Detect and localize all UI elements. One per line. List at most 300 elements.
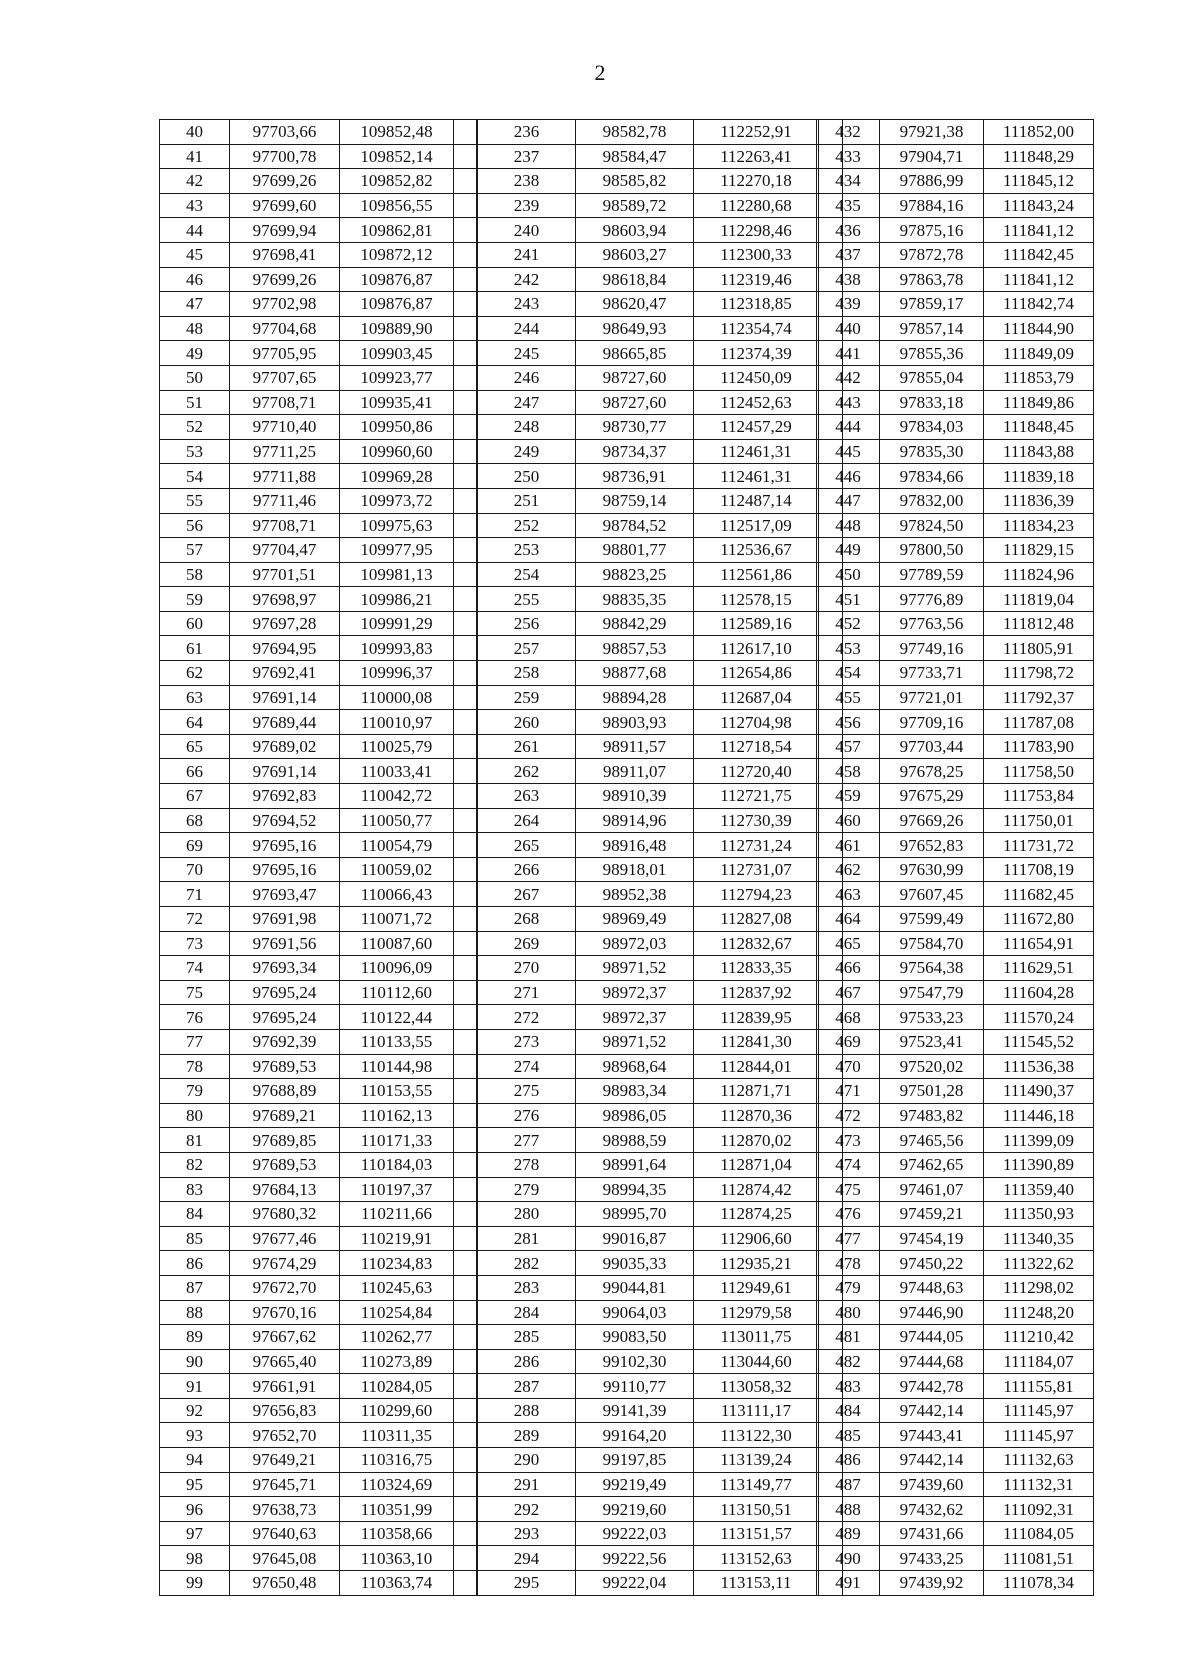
y-coordinate-cell: 112270,18 [694,169,819,194]
x-coordinate-cell: 97446,90 [880,1300,984,1325]
point-number-cell: 464 [817,907,880,932]
point-number-cell: 293 [478,1521,576,1546]
x-coordinate-cell: 97711,25 [230,439,340,464]
point-number-cell: 266 [478,857,576,882]
point-number-cell: 472 [817,1103,880,1128]
point-number-cell: 240 [478,218,576,243]
point-number-cell: 450 [817,562,880,587]
table-row [478,316,843,341]
point-number-cell: 294 [478,1546,576,1571]
table-row [478,611,843,636]
point-number-cell: 439 [817,292,880,317]
y-coordinate-cell: 112687,04 [694,685,819,710]
y-coordinate-cell: 111731,72 [984,833,1094,858]
table-row [160,587,477,612]
y-coordinate-cell: 109981,13 [340,562,454,587]
point-number-cell: 443 [817,390,880,415]
point-number-cell: 76 [160,1005,230,1030]
x-coordinate-cell: 98894,28 [576,685,694,710]
table-row [160,390,477,415]
x-coordinate-cell: 97689,53 [230,1152,340,1177]
y-coordinate-cell: 110299,60 [340,1398,454,1423]
x-coordinate-cell: 97439,92 [880,1571,984,1596]
point-number-cell: 271 [478,980,576,1005]
spacer-cell [454,1054,477,1079]
x-coordinate-cell: 98877,68 [576,661,694,686]
point-number-cell: 69 [160,833,230,858]
point-number-cell: 292 [478,1497,576,1522]
point-number-cell: 256 [478,611,576,636]
table-row [160,1177,477,1202]
x-coordinate-cell: 98823,25 [576,562,694,587]
table-row [478,661,843,686]
point-number-cell: 288 [478,1398,576,1423]
point-number-cell: 268 [478,907,576,932]
x-coordinate-cell: 97859,17 [880,292,984,317]
x-coordinate-cell: 97749,16 [880,636,984,661]
x-coordinate-cell: 97533,23 [880,1005,984,1030]
table-row [478,242,843,267]
y-coordinate-cell: 110262,77 [340,1325,454,1350]
y-coordinate-cell: 110050,77 [340,808,454,833]
point-number-cell: 70 [160,857,230,882]
point-number-cell: 243 [478,292,576,317]
y-coordinate-cell: 112536,67 [694,538,819,563]
table-row [817,1423,1094,1448]
y-coordinate-cell: 109960,60 [340,439,454,464]
x-coordinate-cell: 97689,44 [230,710,340,735]
point-number-cell: 264 [478,808,576,833]
point-number-cell: 94 [160,1448,230,1473]
table-row [817,1300,1094,1325]
x-coordinate-cell: 97454,19 [880,1226,984,1251]
x-coordinate-cell: 97501,28 [880,1079,984,1104]
y-coordinate-cell: 111570,24 [984,1005,1094,1030]
point-number-cell: 468 [817,1005,880,1030]
spacer-cell [454,734,477,759]
x-coordinate-cell: 97656,83 [230,1398,340,1423]
y-coordinate-cell: 111545,52 [984,1029,1094,1054]
y-coordinate-cell: 112450,09 [694,365,819,390]
table-row [160,1029,477,1054]
table-row [817,1177,1094,1202]
x-coordinate-cell: 97855,36 [880,341,984,366]
y-coordinate-cell: 111210,42 [984,1325,1094,1350]
table-row [817,1472,1094,1497]
point-number-cell: 77 [160,1029,230,1054]
table-row [160,1521,477,1546]
x-coordinate-cell: 97442,78 [880,1374,984,1399]
x-coordinate-cell: 97672,70 [230,1275,340,1300]
point-number-cell: 53 [160,439,230,464]
table-row [160,882,477,907]
y-coordinate-cell: 109872,12 [340,242,454,267]
point-number-cell: 437 [817,242,880,267]
x-coordinate-cell: 97699,60 [230,193,340,218]
x-coordinate-cell: 99219,60 [576,1497,694,1522]
table-row [478,1300,843,1325]
y-coordinate-cell: 111842,74 [984,292,1094,317]
y-coordinate-cell: 111853,79 [984,365,1094,390]
table-row [478,169,843,194]
table-row [160,907,477,932]
point-number-cell: 452 [817,611,880,636]
point-number-cell: 467 [817,980,880,1005]
table-row [160,1300,477,1325]
table-row [160,833,477,858]
x-coordinate-cell: 97695,16 [230,857,340,882]
spacer-cell [454,193,477,218]
spacer-cell [454,1349,477,1374]
y-coordinate-cell: 111798,72 [984,661,1094,686]
table-row [160,242,477,267]
point-number-cell: 242 [478,267,576,292]
table-row [478,1029,843,1054]
point-number-cell: 284 [478,1300,576,1325]
spacer-cell [454,1300,477,1325]
y-coordinate-cell: 112704,98 [694,710,819,735]
x-coordinate-cell: 97689,02 [230,734,340,759]
point-number-cell: 66 [160,759,230,784]
x-coordinate-cell: 97431,66 [880,1521,984,1546]
spacer-cell [454,759,477,784]
spacer-cell [454,1079,477,1104]
table-row [817,1521,1094,1546]
y-coordinate-cell: 112844,01 [694,1054,819,1079]
x-coordinate-cell: 99110,77 [576,1374,694,1399]
y-coordinate-cell: 113122,30 [694,1423,819,1448]
y-coordinate-cell: 111783,90 [984,734,1094,759]
spacer-cell [454,808,477,833]
point-number-cell: 73 [160,931,230,956]
x-coordinate-cell: 97699,94 [230,218,340,243]
x-coordinate-cell: 97652,83 [880,833,984,858]
point-number-cell: 247 [478,390,576,415]
x-coordinate-cell: 97733,71 [880,661,984,686]
coordinate-table-block-2 [477,119,843,1596]
x-coordinate-cell: 97680,32 [230,1202,340,1227]
spacer-cell [454,144,477,169]
table-row [160,661,477,686]
table-row [478,1448,843,1473]
x-coordinate-cell: 97875,16 [880,218,984,243]
table-row [478,292,843,317]
x-coordinate-cell: 97709,16 [880,710,984,735]
spacer-cell [454,390,477,415]
y-coordinate-cell: 110144,98 [340,1054,454,1079]
point-number-cell: 280 [478,1202,576,1227]
y-coordinate-cell: 111350,93 [984,1202,1094,1227]
y-coordinate-cell: 110273,89 [340,1349,454,1374]
spacer-cell [454,1448,477,1473]
table-row [478,1005,843,1030]
point-number-cell: 51 [160,390,230,415]
x-coordinate-cell: 97711,46 [230,488,340,513]
point-number-cell: 291 [478,1472,576,1497]
point-number-cell: 272 [478,1005,576,1030]
x-coordinate-cell: 98759,14 [576,488,694,513]
y-coordinate-cell: 110351,99 [340,1497,454,1522]
y-coordinate-cell: 112457,29 [694,415,819,440]
table-row [160,808,477,833]
x-coordinate-cell: 97649,21 [230,1448,340,1473]
x-coordinate-cell: 97694,95 [230,636,340,661]
x-coordinate-cell: 97461,07 [880,1177,984,1202]
point-number-cell: 461 [817,833,880,858]
x-coordinate-cell: 97701,51 [230,562,340,587]
table-row [478,882,843,907]
x-coordinate-cell: 97675,29 [880,784,984,809]
y-coordinate-cell: 112578,15 [694,587,819,612]
y-coordinate-cell: 110071,72 [340,907,454,932]
table-row [817,562,1094,587]
table-row [478,267,843,292]
x-coordinate-cell: 97835,30 [880,439,984,464]
table-row [817,587,1094,612]
point-number-cell: 46 [160,267,230,292]
table-row [817,661,1094,686]
point-number-cell: 270 [478,956,576,981]
table-row [478,1374,843,1399]
x-coordinate-cell: 97700,78 [230,144,340,169]
table-row [478,907,843,932]
point-number-cell: 259 [478,685,576,710]
x-coordinate-cell: 97564,38 [880,956,984,981]
table-row [478,538,843,563]
table-row [478,1275,843,1300]
y-coordinate-cell: 110197,37 [340,1177,454,1202]
y-coordinate-cell: 111839,18 [984,464,1094,489]
y-coordinate-cell: 111132,63 [984,1448,1094,1473]
y-coordinate-cell: 112589,16 [694,611,819,636]
x-coordinate-cell: 97697,28 [230,611,340,636]
coordinate-table-block-1 [159,119,477,1596]
y-coordinate-cell: 112730,39 [694,808,819,833]
x-coordinate-cell: 98603,27 [576,242,694,267]
x-coordinate-cell: 98916,48 [576,833,694,858]
x-coordinate-cell: 97677,46 [230,1226,340,1251]
table-row [817,833,1094,858]
point-number-cell: 478 [817,1251,880,1276]
x-coordinate-cell: 97708,71 [230,513,340,538]
table-row [478,710,843,735]
table-row [817,242,1094,267]
x-coordinate-cell: 98969,49 [576,907,694,932]
point-number-cell: 453 [817,636,880,661]
spacer-cell [454,316,477,341]
point-number-cell: 488 [817,1497,880,1522]
x-coordinate-cell: 97444,05 [880,1325,984,1350]
x-coordinate-cell: 97689,21 [230,1103,340,1128]
point-number-cell: 446 [817,464,880,489]
x-coordinate-cell: 97443,41 [880,1423,984,1448]
spacer-cell [454,661,477,686]
point-number-cell: 253 [478,538,576,563]
x-coordinate-cell: 97721,01 [880,685,984,710]
point-number-cell: 72 [160,907,230,932]
point-number-cell: 254 [478,562,576,587]
y-coordinate-cell: 111390,89 [984,1152,1094,1177]
y-coordinate-cell: 111844,90 [984,316,1094,341]
point-number-cell: 78 [160,1054,230,1079]
point-number-cell: 238 [478,169,576,194]
spacer-cell [454,464,477,489]
y-coordinate-cell: 110245,63 [340,1275,454,1300]
point-number-cell: 470 [817,1054,880,1079]
table-row [478,980,843,1005]
y-coordinate-cell: 112252,91 [694,120,819,145]
point-number-cell: 469 [817,1029,880,1054]
x-coordinate-cell: 97692,41 [230,661,340,686]
y-coordinate-cell: 109975,63 [340,513,454,538]
point-number-cell: 245 [478,341,576,366]
table-row [817,488,1094,513]
point-number-cell: 436 [817,218,880,243]
point-number-cell: 255 [478,587,576,612]
y-coordinate-cell: 112837,92 [694,980,819,1005]
x-coordinate-cell: 97689,53 [230,1054,340,1079]
y-coordinate-cell: 111078,34 [984,1571,1094,1596]
y-coordinate-cell: 111084,05 [984,1521,1094,1546]
spacer-cell [454,710,477,735]
point-number-cell: 287 [478,1374,576,1399]
x-coordinate-cell: 97448,63 [880,1275,984,1300]
table-row [817,956,1094,981]
point-number-cell: 250 [478,464,576,489]
spacer-cell [454,882,477,907]
y-coordinate-cell: 112718,54 [694,734,819,759]
table-row [160,193,477,218]
spacer-cell [454,1497,477,1522]
x-coordinate-cell: 98665,85 [576,341,694,366]
x-coordinate-cell: 97650,48 [230,1571,340,1596]
point-number-cell: 79 [160,1079,230,1104]
table-row [478,1546,843,1571]
y-coordinate-cell: 109935,41 [340,390,454,415]
x-coordinate-cell: 97824,50 [880,513,984,538]
x-coordinate-cell: 98649,93 [576,316,694,341]
x-coordinate-cell: 99222,56 [576,1546,694,1571]
table-row [817,292,1094,317]
x-coordinate-cell: 98994,35 [576,1177,694,1202]
x-coordinate-cell: 98727,60 [576,390,694,415]
y-coordinate-cell: 111708,19 [984,857,1094,882]
point-number-cell: 282 [478,1251,576,1276]
x-coordinate-cell: 98589,72 [576,193,694,218]
x-coordinate-cell: 98983,34 [576,1079,694,1104]
point-number-cell: 88 [160,1300,230,1325]
table-row [160,120,477,145]
x-coordinate-cell: 98584,47 [576,144,694,169]
spacer-cell [454,1005,477,1030]
point-number-cell: 83 [160,1177,230,1202]
x-coordinate-cell: 98842,29 [576,611,694,636]
y-coordinate-cell: 110211,66 [340,1202,454,1227]
table-row [478,808,843,833]
x-coordinate-cell: 98911,07 [576,759,694,784]
point-number-cell: 49 [160,341,230,366]
y-coordinate-cell: 111849,09 [984,341,1094,366]
table-row [160,980,477,1005]
table-row [817,341,1094,366]
spacer-cell [454,1152,477,1177]
table-row [817,636,1094,661]
y-coordinate-cell: 112280,68 [694,193,819,218]
table-row [478,759,843,784]
spacer-cell [454,1472,477,1497]
table-row [817,784,1094,809]
x-coordinate-cell: 97693,47 [230,882,340,907]
point-number-cell: 97 [160,1521,230,1546]
point-number-cell: 480 [817,1300,880,1325]
x-coordinate-cell: 97584,70 [880,931,984,956]
table-row [160,1497,477,1522]
y-coordinate-cell: 111672,80 [984,907,1094,932]
x-coordinate-cell: 98603,94 [576,218,694,243]
table-row [160,857,477,882]
point-number-cell: 81 [160,1128,230,1153]
point-number-cell: 67 [160,784,230,809]
table-row [817,365,1094,390]
y-coordinate-cell: 112654,86 [694,661,819,686]
x-coordinate-cell: 99164,20 [576,1423,694,1448]
y-coordinate-cell: 111834,23 [984,513,1094,538]
point-number-cell: 486 [817,1448,880,1473]
table-row [817,1128,1094,1153]
table-row [160,292,477,317]
point-number-cell: 275 [478,1079,576,1104]
x-coordinate-cell: 97630,99 [880,857,984,882]
point-number-cell: 86 [160,1251,230,1276]
table-row [160,1398,477,1423]
spacer-cell [454,1251,477,1276]
table-row [160,611,477,636]
table-row [478,956,843,981]
x-coordinate-cell: 97432,62 [880,1497,984,1522]
point-number-cell: 269 [478,931,576,956]
point-number-cell: 277 [478,1128,576,1153]
point-number-cell: 75 [160,980,230,1005]
x-coordinate-cell: 97691,14 [230,759,340,784]
y-coordinate-cell: 112935,21 [694,1251,819,1276]
y-coordinate-cell: 112870,36 [694,1103,819,1128]
point-number-cell: 283 [478,1275,576,1300]
y-coordinate-cell: 109973,72 [340,488,454,513]
point-number-cell: 285 [478,1325,576,1350]
x-coordinate-cell: 97691,56 [230,931,340,956]
spacer-cell [454,1128,477,1153]
point-number-cell: 248 [478,415,576,440]
point-number-cell: 484 [817,1398,880,1423]
y-coordinate-cell: 111812,48 [984,611,1094,636]
x-coordinate-cell: 97694,52 [230,808,340,833]
y-coordinate-cell: 109903,45 [340,341,454,366]
x-coordinate-cell: 97692,39 [230,1029,340,1054]
y-coordinate-cell: 113044,60 [694,1349,819,1374]
y-coordinate-cell: 113011,75 [694,1325,819,1350]
point-number-cell: 451 [817,587,880,612]
spacer-cell [454,931,477,956]
y-coordinate-cell: 113153,11 [694,1571,819,1596]
x-coordinate-cell: 97645,08 [230,1546,340,1571]
y-coordinate-cell: 109993,83 [340,636,454,661]
x-coordinate-cell: 98995,70 [576,1202,694,1227]
spacer-cell [454,1423,477,1448]
x-coordinate-cell: 97884,16 [880,193,984,218]
y-coordinate-cell: 112300,33 [694,242,819,267]
table-row [817,1226,1094,1251]
x-coordinate-cell: 98620,47 [576,292,694,317]
